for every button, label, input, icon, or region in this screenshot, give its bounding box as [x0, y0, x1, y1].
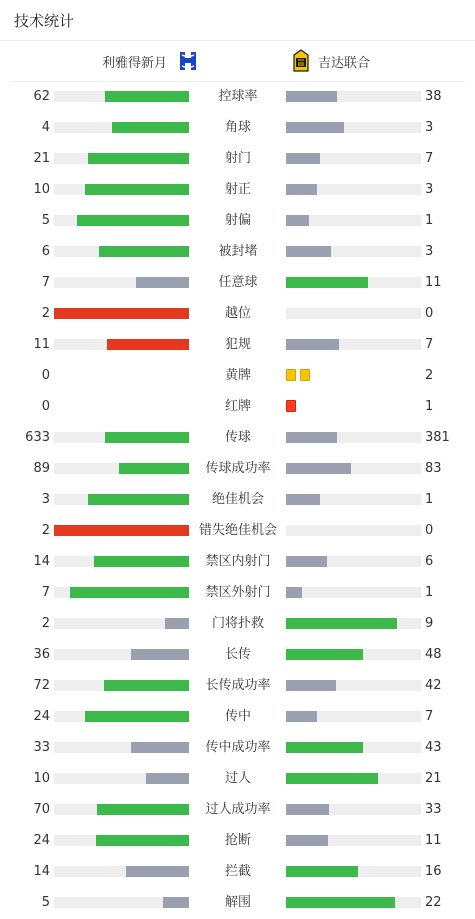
home-stat-bar-track: [54, 649, 189, 660]
home-stat-bar: [99, 246, 189, 257]
home-stat-bar: [77, 215, 189, 226]
home-stat-bar-track: [54, 742, 189, 753]
away-stat-bar-track: [286, 773, 421, 784]
yellow-card-icon: [286, 369, 296, 381]
away-stat-bar-track: [286, 215, 421, 226]
stat-row: [0, 639, 475, 670]
away-stat-value: 3: [425, 244, 434, 259]
home-stat-value: 2: [41, 306, 50, 321]
away-stat-bar: [286, 742, 363, 753]
away-stat-bar: [286, 711, 317, 722]
home-stat-bar: [105, 432, 189, 443]
stat-label: 门将扑救: [211, 616, 264, 631]
home-stat-bar: [131, 649, 189, 660]
away-stat-bar: [286, 339, 339, 350]
away-team-name: 吉达联合: [318, 55, 371, 71]
away-stat-value: 48: [425, 647, 442, 662]
away-stat-value: 9: [425, 616, 434, 631]
away-stat-value: 22: [425, 895, 442, 910]
home-stat-bar-track: [54, 680, 189, 691]
home-stat-value: 36: [33, 647, 50, 662]
stat-label: 传中成功率: [205, 740, 271, 755]
away-stat-value: 7: [425, 151, 434, 166]
stat-row: [0, 205, 475, 236]
home-team-name: 利雅得新月: [102, 55, 168, 71]
home-stat-bar-track: [54, 556, 189, 567]
away-stat-bar-track: [286, 246, 421, 257]
stat-label: 传球: [224, 430, 251, 445]
away-stat-bar: [286, 184, 317, 195]
away-stat-bar: [286, 494, 320, 505]
home-stat-value: 7: [41, 585, 50, 600]
home-stat-value: 24: [33, 833, 50, 848]
stat-row: [0, 825, 475, 856]
away-stat-value: 0: [425, 306, 434, 321]
stat-row: [0, 174, 475, 205]
stat-label: 禁区外射门: [205, 585, 271, 600]
home-stat-value: 5: [41, 895, 50, 910]
stat-label: 传球成功率: [205, 461, 271, 476]
home-stat-bar: [136, 277, 189, 288]
home-stat-bar-track: [54, 618, 189, 629]
stat-row: [0, 453, 475, 484]
home-stat-bar-track: [54, 525, 189, 536]
home-stat-bar: [146, 773, 189, 784]
away-stat-bar-track: [286, 897, 421, 908]
away-stat-value: 0: [425, 523, 434, 538]
stat-row: [0, 732, 475, 763]
home-stat-value: 0: [41, 368, 50, 383]
away-stat-bar-track: [286, 277, 421, 288]
home-stat-bar: [131, 742, 189, 753]
home-stat-value: 2: [41, 523, 50, 538]
stat-label: 任意球: [218, 275, 258, 290]
away-cards: [286, 369, 310, 381]
stat-row: [0, 546, 475, 577]
stat-row: [0, 360, 475, 391]
home-stat-bar-track: [54, 122, 189, 133]
home-stat-bar: [85, 711, 189, 722]
stat-label: 射门: [224, 151, 251, 166]
away-stat-bar: [286, 866, 358, 877]
away-stat-bar: [286, 463, 351, 474]
stat-row: [0, 515, 475, 546]
away-stat-bar: [286, 277, 368, 288]
stat-label: 绝佳机会: [211, 492, 264, 507]
stat-row: [0, 577, 475, 608]
home-stat-bar: [54, 308, 189, 319]
home-stat-bar: [70, 587, 189, 598]
away-stat-value: 6: [425, 554, 434, 569]
al-ittihad-logo-icon: [290, 49, 312, 73]
stat-row: [0, 856, 475, 887]
home-stat-value: 21: [33, 151, 50, 166]
home-stat-bar-track: [54, 494, 189, 505]
home-stat-value: 62: [33, 89, 50, 104]
home-stat-bar: [54, 525, 189, 536]
stat-row: [0, 81, 475, 112]
away-stat-value: 7: [425, 709, 434, 724]
home-stat-bar-track: [54, 897, 189, 908]
home-stat-bar-track: [54, 835, 189, 846]
team-header: [10, 41, 465, 82]
home-stat-bar: [96, 835, 189, 846]
home-stat-value: 10: [33, 771, 50, 786]
away-team[interactable]: [290, 41, 370, 81]
away-stat-value: 33: [425, 802, 442, 817]
stat-label: 角球: [224, 120, 251, 135]
away-stat-value: 3: [425, 182, 434, 197]
home-stat-value: 7: [41, 275, 50, 290]
stat-row: [0, 608, 475, 639]
away-stat-value: 381: [425, 430, 450, 445]
away-stat-value: 11: [425, 833, 442, 848]
stat-label: 越位: [224, 306, 251, 321]
home-stat-bar-track: [54, 91, 189, 102]
away-stat-value: 21: [425, 771, 442, 786]
home-stat-bar-track: [54, 184, 189, 195]
away-stat-bar: [286, 122, 344, 133]
stat-label: 解围: [224, 895, 251, 910]
stat-row: [0, 329, 475, 360]
home-stat-value: 3: [41, 492, 50, 507]
away-stat-bar: [286, 773, 378, 784]
away-stat-bar-track: [286, 184, 421, 195]
away-stat-value: 1: [425, 585, 434, 600]
stat-label: 射正: [224, 182, 251, 197]
stat-row: [0, 112, 475, 143]
home-stat-value: 89: [33, 461, 50, 476]
stat-row: [0, 887, 475, 918]
stat-label: 抢断: [224, 833, 251, 848]
stat-label: 过人成功率: [205, 802, 271, 817]
home-stat-bar: [126, 866, 189, 877]
home-stat-bar: [119, 463, 189, 474]
home-stat-value: 10: [33, 182, 50, 197]
home-stat-bar-track: [54, 711, 189, 722]
stat-label: 错失绝佳机会: [198, 523, 277, 538]
stat-label: 被封堵: [218, 244, 258, 259]
stat-row: [0, 143, 475, 174]
away-stat-bar: [286, 587, 302, 598]
stat-label: 射偏: [224, 213, 251, 228]
stat-label: 黄牌: [224, 368, 251, 383]
away-stat-bar: [286, 153, 320, 164]
home-team[interactable]: [102, 41, 199, 81]
away-stat-bar-track: [286, 339, 421, 350]
home-stat-value: 24: [33, 709, 50, 724]
away-stat-bar-track: [286, 680, 421, 691]
stat-label: 禁区内射门: [205, 554, 271, 569]
away-stat-bar-track: [286, 804, 421, 815]
home-stat-bar: [107, 339, 189, 350]
stat-label: 过人: [224, 771, 251, 786]
away-stat-value: 11: [425, 275, 442, 290]
home-stat-value: 14: [33, 864, 50, 879]
stat-label: 拦截: [224, 864, 251, 879]
away-stat-value: 83: [425, 461, 442, 476]
red-card-icon: [286, 400, 296, 412]
home-stat-value: 6: [41, 244, 50, 259]
away-stat-bar: [286, 680, 336, 691]
stat-label: 传中: [224, 709, 251, 724]
away-stat-bar-track: [286, 711, 421, 722]
stat-label: 控球率: [218, 89, 258, 104]
home-stat-bar-track: [54, 463, 189, 474]
stat-row: [0, 670, 475, 701]
home-stat-value: 11: [33, 337, 50, 352]
stat-row: [0, 794, 475, 825]
stat-label: 红牌: [224, 399, 251, 414]
page-title: 技术统计: [14, 12, 75, 30]
home-stat-bar-track: [54, 153, 189, 164]
away-stat-bar-track: [286, 618, 421, 629]
away-stat-value: 2: [425, 368, 434, 383]
away-stat-value: 16: [425, 864, 442, 879]
stat-row: [0, 701, 475, 732]
home-stat-value: 633: [25, 430, 50, 445]
away-stat-value: 1: [425, 213, 434, 228]
away-stat-bar: [286, 618, 397, 629]
home-stat-bar: [112, 122, 189, 133]
home-stat-value: 14: [33, 554, 50, 569]
away-stat-bar: [286, 835, 328, 846]
away-stat-bar: [286, 215, 309, 226]
away-stat-bar: [286, 432, 337, 443]
home-stat-value: 4: [41, 120, 50, 135]
home-stat-bar-track: [54, 308, 189, 319]
away-stat-value: 38: [425, 89, 442, 104]
away-stat-bar: [286, 897, 395, 908]
home-stat-bar: [85, 184, 189, 195]
home-stat-value: 33: [33, 740, 50, 755]
away-stat-value: 1: [425, 399, 434, 414]
home-stat-bar-track: [54, 773, 189, 784]
away-stat-value: 42: [425, 678, 442, 693]
away-stat-value: 7: [425, 337, 434, 352]
away-stat-bar: [286, 649, 363, 660]
stat-row: [0, 236, 475, 267]
away-stat-bar: [286, 556, 327, 567]
away-stat-bar-track: [286, 91, 421, 102]
away-stat-bar-track: [286, 742, 421, 753]
home-stat-bar: [94, 556, 189, 567]
home-stat-bar: [165, 618, 189, 629]
away-stat-bar-track: [286, 587, 421, 598]
home-stat-value: 2: [41, 616, 50, 631]
home-stat-bar: [104, 680, 189, 691]
home-stat-value: 70: [33, 802, 50, 817]
away-stat-bar-track: [286, 153, 421, 164]
stat-label: 犯规: [224, 337, 251, 352]
away-stat-value: 3: [425, 120, 434, 135]
yellow-card-icon: [300, 369, 310, 381]
stat-row: [0, 267, 475, 298]
al-hilal-logo-icon: [177, 49, 199, 73]
stat-row: [0, 391, 475, 422]
away-stat-value: 43: [425, 740, 442, 755]
home-stat-bar-track: [54, 277, 189, 288]
home-stat-bar-track: [54, 587, 189, 598]
away-stat-bar-track: [286, 494, 421, 505]
away-stat-bar-track: [286, 649, 421, 660]
stat-label: 长传: [224, 647, 251, 662]
home-stat-bar: [88, 494, 189, 505]
home-stat-bar-track: [54, 432, 189, 443]
away-stat-value: 1: [425, 492, 434, 507]
stat-row: [0, 763, 475, 794]
home-stat-bar-track: [54, 866, 189, 877]
stat-label: 长传成功率: [205, 678, 271, 693]
home-stat-bar: [88, 153, 189, 164]
home-stat-bar-track: [54, 339, 189, 350]
stat-row: [0, 484, 475, 515]
away-cards: [286, 400, 296, 412]
away-stat-bar: [286, 804, 329, 815]
home-stat-value: 5: [41, 213, 50, 228]
home-stat-bar: [163, 897, 189, 908]
home-stat-bar-track: [54, 246, 189, 257]
home-stat-bar: [97, 804, 189, 815]
section-header: [0, 0, 475, 41]
home-stat-bar: [105, 91, 189, 102]
away-stat-bar-track: [286, 556, 421, 567]
home-stat-value: 0: [41, 399, 50, 414]
away-stat-bar-track: [286, 122, 421, 133]
away-stat-bar-track: [286, 463, 421, 474]
away-stat-bar-track: [286, 835, 421, 846]
home-stat-bar-track: [54, 215, 189, 226]
stat-row: [0, 422, 475, 453]
home-stat-value: 72: [33, 678, 50, 693]
away-stat-bar-track: [286, 525, 421, 536]
stat-row: [0, 298, 475, 329]
away-stat-bar-track: [286, 866, 421, 877]
away-stat-bar-track: [286, 432, 421, 443]
away-stat-bar: [286, 246, 331, 257]
away-stat-bar-track: [286, 308, 421, 319]
home-stat-bar-track: [54, 804, 189, 815]
away-stat-bar: [286, 91, 337, 102]
